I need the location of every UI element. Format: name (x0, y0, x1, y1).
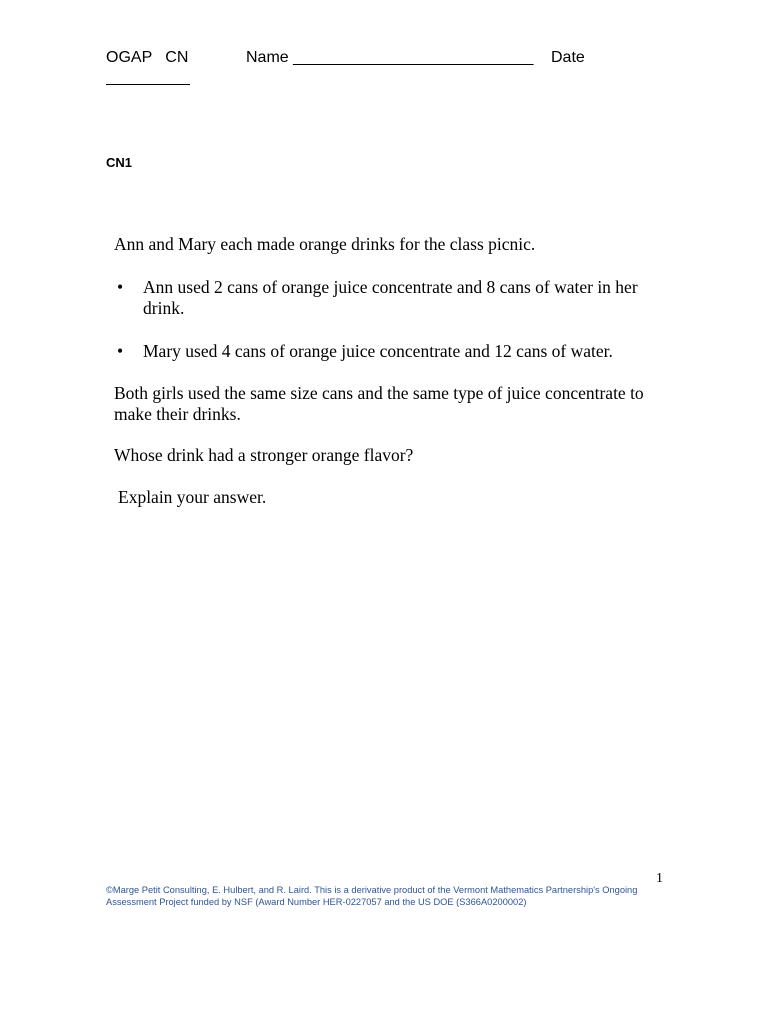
bullet-text: Ann used 2 cans of orange juice concentrate and 8 cans of water in her drink. (143, 277, 638, 318)
name-field-label: Name ___________________________ (246, 49, 534, 66)
question-prompt: Whose drink had a stronger orange flavor? (114, 445, 414, 465)
bullet-dot: • (117, 341, 124, 361)
bullet-item (114, 341, 654, 362)
bullet-text: Mary used 4 cans of orange juice concentrate and 12 cans of water. (143, 341, 613, 361)
item-code: CN1 (106, 155, 133, 170)
date-field-label: Date (551, 49, 585, 66)
question-intro: Ann and Mary each made orange drinks for the class picnic. (114, 234, 536, 254)
page-number: 1 (656, 871, 663, 886)
header-left-label: OGAP CN (106, 49, 189, 66)
question-instruction: Explain your answer. (118, 487, 267, 507)
bullet-dot: • (117, 277, 124, 297)
copyright-footer: ©Marge Petit Consulting, E. Hulbert, and R. Laird. This is a derivative product of the Vermont Mathematics Partnership's Ongoing Assessment Project funded by NSF (Award Number HER-0227057 and the US DOE (S366A0200002) (106, 885, 638, 907)
date-blank-line (106, 64, 190, 85)
question-context: Both girls used the same size cans and the same type of juice concentrate to make their drinks. (114, 383, 644, 424)
bullet-item (114, 277, 654, 319)
